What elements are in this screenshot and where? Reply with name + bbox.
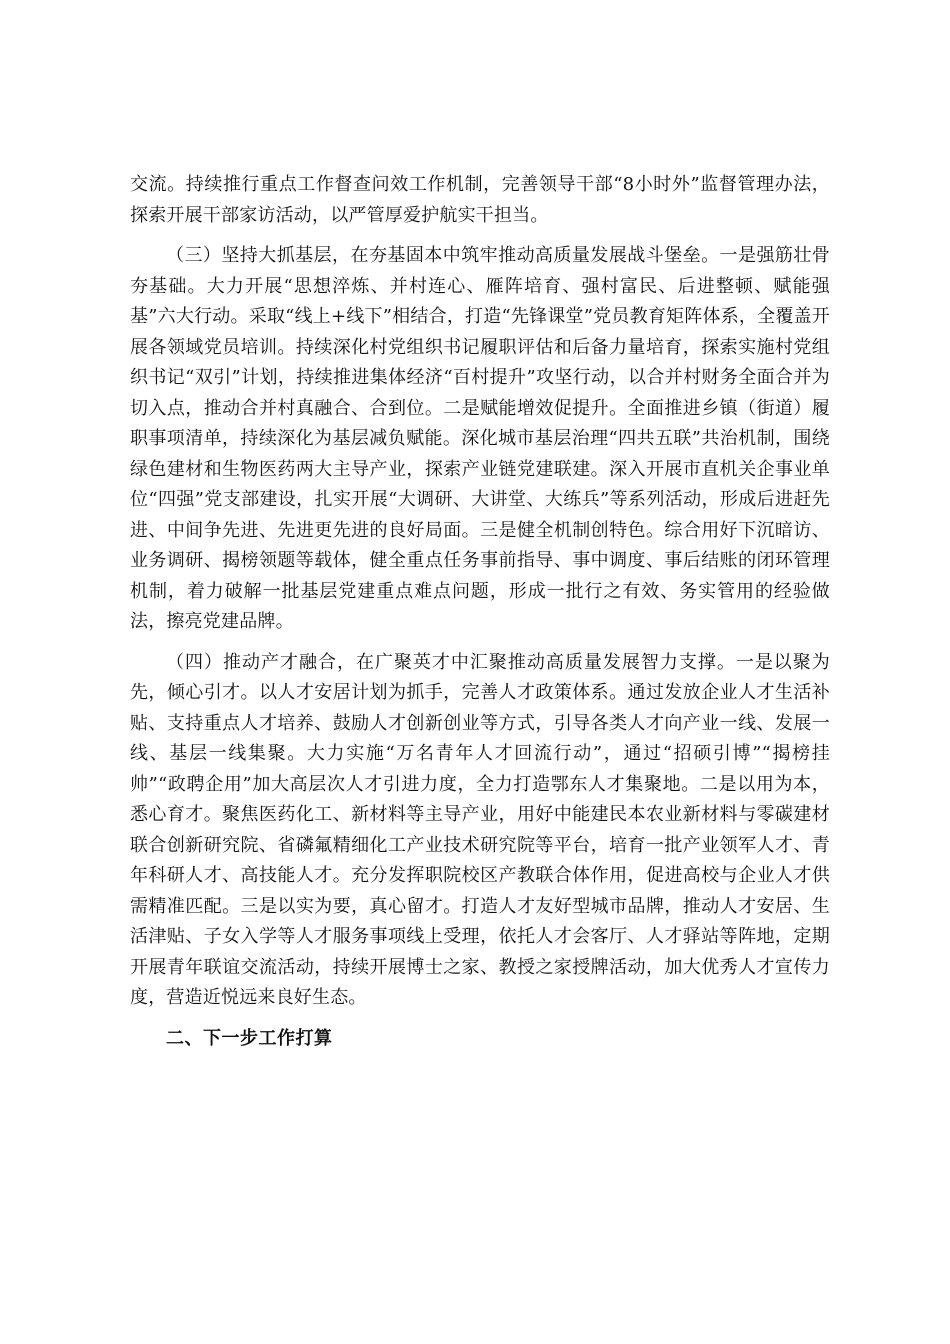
- paragraph-continuation: 交流。持续推行重点工作督查问效工作机制，完善领导干部“8小时外”监督管理办法，探索开展干部家访活动，以严管厚爱护航实干担当。: [130, 174, 830, 226]
- document-body: [130, 170, 830, 1054]
- paragraph-section-3: （三）坚持大抓基层，在夯基固本中筑牢推动高质量发展战斗堡垒。一是强筋壮骨夯基础。大力开展“思想淬炼、并村连心、雁阵培育、强村富民、后进整顿、赋能强基”六大行动。采取“线上+线下”相结合，打造“先锋课堂”党员教育矩阵体系，全覆盖开展各领域党员培训。持续深化村党组织书记履职评估和后备力量培育，探索实施村党组织书记“双引”计划，持续推进集体经济“百村提升”攻坚行动，以合并村财务全面合并为切入点，推动合并村真融合、合到位。二是赋能增效促提升。全面推进乡镇（街道）履职事项清单，持续深化为基层减负赋能。深化城市基层治理“四共五联”共治机制，围绕绿色建材和生物医药两大主导产业，探索产业链党建联建。深入开展市直机关企事业单位“四强”党支部建设，扎实开展“大调研、大讲堂、大练兵”等系列活动，形成后进赶先进、中间争先进、先进更先进的良好局面。三是健全机制创特色。综合用好下沉暗访、业务调研、揭榜领题等载体，健全重点任务事前指导、事中调度、事后结账的闭环管理机制，着力破解一批基层党建重点难点问题，形成一批行之有效、务实管用的经验做法，擦亮党建品牌。: [130, 245, 830, 632]
- section-heading: 二、下一步工作打算: [166, 1027, 333, 1049]
- paragraph-section-4: （四）推动产才融合，在广聚英才中汇聚推动高质量发展智力支撑。一是以聚为先，倾心引才。以人才安居计划为抓手，完善人才政策体系。通过发放企业人才生活补贴、支持重点人才培养、鼓励人才创新创业等方式，引导各类人才向产业一线、发展一线、基层一线集聚。大力实施“万名青年人才回流行动”，通过“招硕引博”“揭榜挂帅”“政聘企用”加大高层次人才引进力度，全力打造鄂东人才集聚地。二是以用为本，悉心育才。聚焦医药化工、新材料等主导产业，用好中能建民本农业新材料与零碳建材联合创新研究院、省磷氟精细化工产业技术研究院等平台，培育一批产业领军人才、青年科研人才、高技能人才。充分发挥职院校区产教联合体作用，促进高校与企业人才供需精准匹配。三是以实为要，真心留才。打造人才友好型城市品牌，推动人才安居、生活津贴、子女入学等人才服务事项线上受理，依托人才会客厅、人才驿站等阵地，定期开展青年联谊交流活动，持续开展博士之家、教授之家授牌活动，加大优秀人才宣传力度，营造近悦远来良好生态。: [130, 651, 830, 1008]
